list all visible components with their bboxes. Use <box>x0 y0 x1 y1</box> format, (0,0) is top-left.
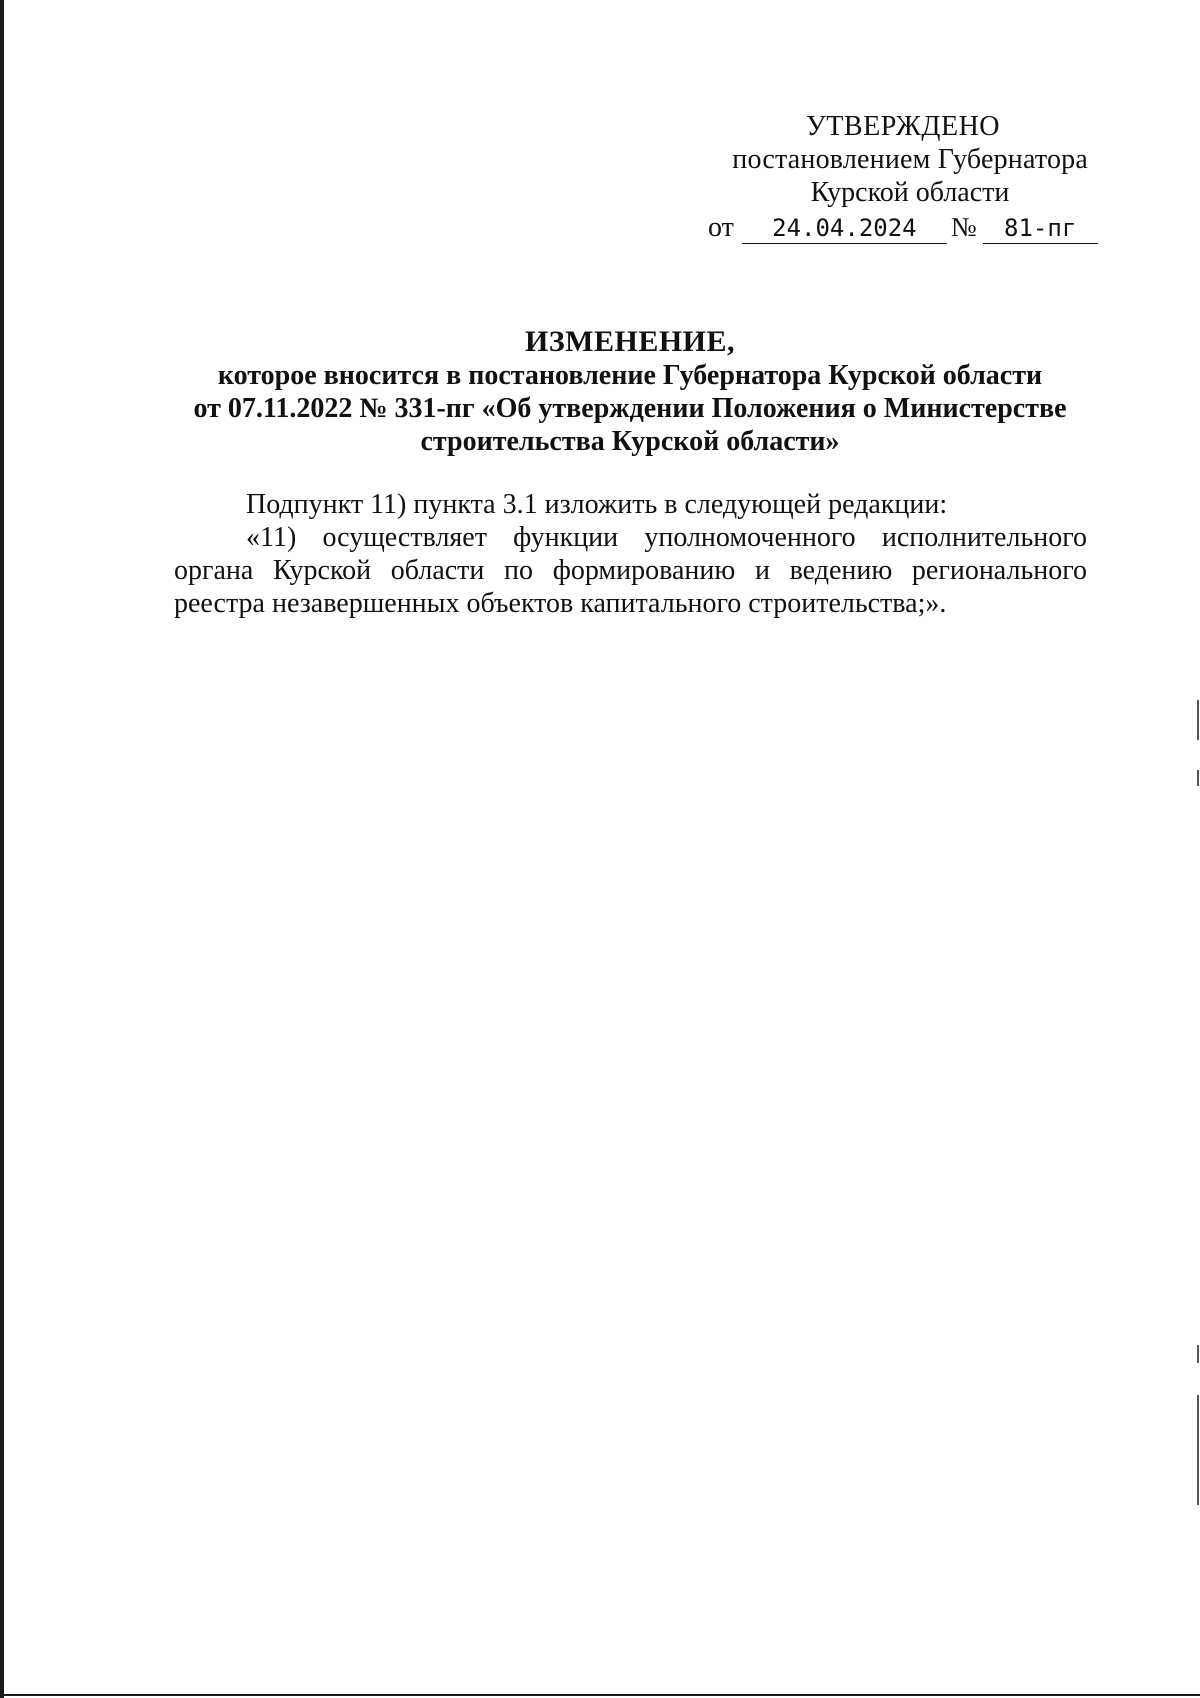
title-line: строительства Курской области» <box>420 426 840 457</box>
approval-date-number-row <box>700 211 1100 244</box>
approval-heading: УТВЕРЖДЕНО <box>805 111 1001 142</box>
date-prefix: от <box>708 212 734 243</box>
approval-date: 24.04.2024 <box>742 213 947 244</box>
scan-edge-mark <box>1197 770 1199 786</box>
scan-edge-bottom <box>0 1694 1200 1696</box>
body-paragraph-instruction: Подпункт 11) пункта 3.1 изложить в следующей редакции: <box>246 489 948 520</box>
document-title-block <box>170 325 1090 458</box>
document-heading: ИЗМЕНЕНИЕ, <box>524 325 736 358</box>
scan-edge-left <box>0 0 4 1698</box>
number-sign: № <box>950 212 977 242</box>
approval-number: 81-пг <box>983 213 1098 244</box>
title-line: от 07.11.2022 № 331-пг «Об утверждении Положения о Министерстве <box>193 393 1067 424</box>
document-body <box>174 488 1087 620</box>
body-paragraph-amendment: «11) осуществляет функции уполномоченного исполнительного органа Курской области по формированию и ведению регионального реестра незавершенных объектов капитального строительства;». <box>174 522 1087 619</box>
approval-region: Курской области <box>810 177 1010 208</box>
scan-edge-mark <box>1197 700 1199 740</box>
title-line: которое вносится в постановление Губернатора Курской области <box>217 360 1043 391</box>
approval-stamp-block <box>700 110 1100 244</box>
scan-edge-mark <box>1197 1395 1199 1505</box>
approval-authority: постановлением Губернатора <box>732 144 1088 175</box>
scan-edge-mark <box>1197 1345 1199 1363</box>
